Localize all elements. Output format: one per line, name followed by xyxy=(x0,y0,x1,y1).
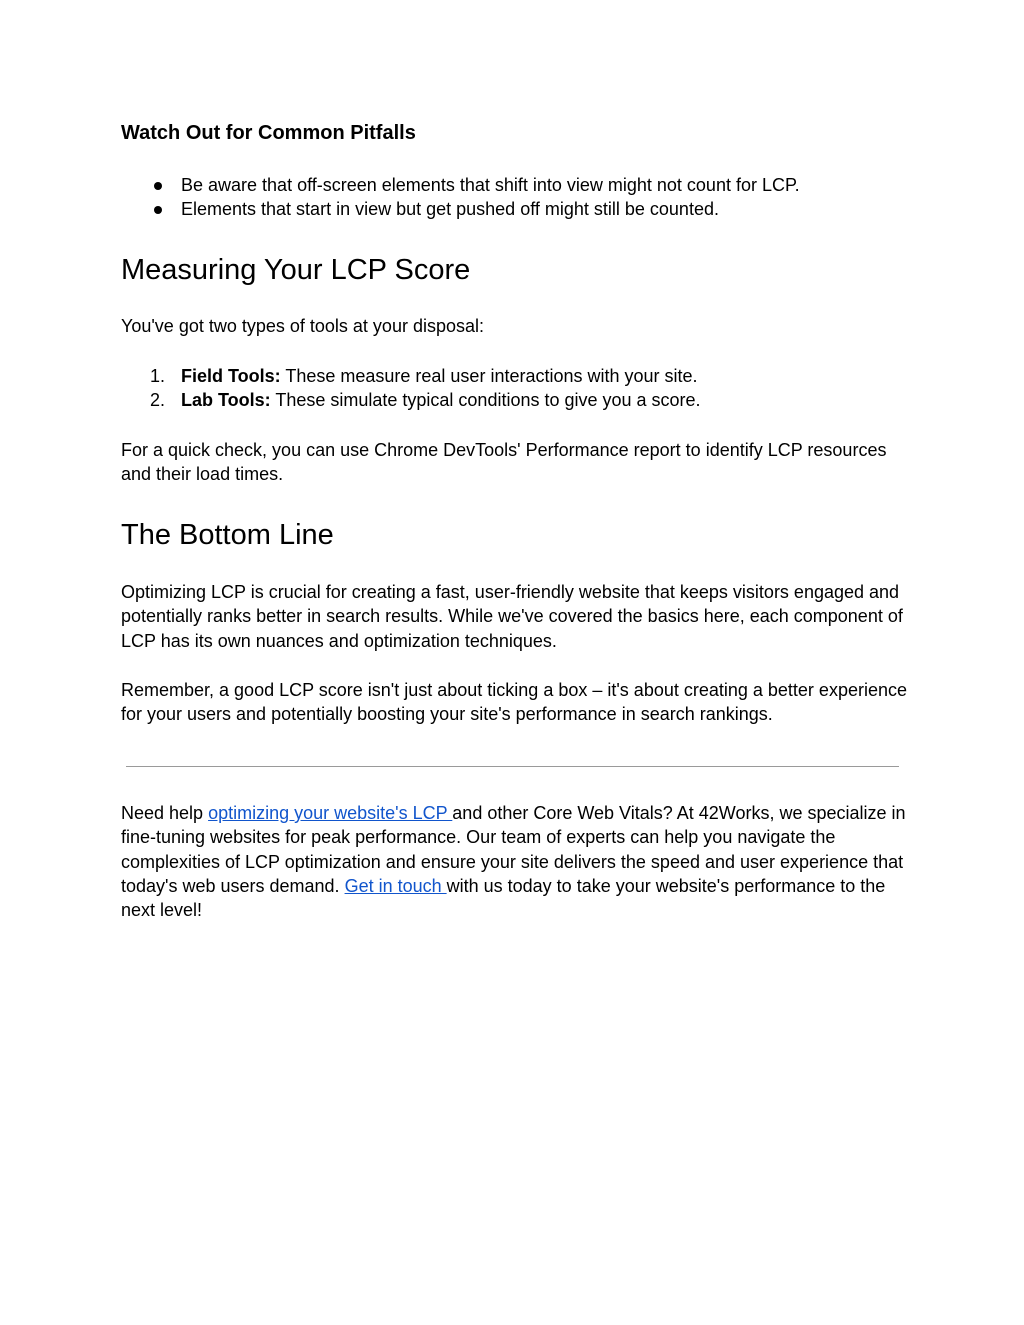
bullet-icon xyxy=(154,182,162,190)
list-item xyxy=(121,388,911,412)
list-item-text: Elements that start in view but get pushed off might still be counted. xyxy=(181,199,719,220)
optimizing-lcp-link[interactable]: optimizing your website's LCP xyxy=(208,803,453,823)
measuring-heading: Measuring Your LCP Score xyxy=(121,254,471,286)
cta-text-2: and other Core Web Vitals? At 42Works, we specialize in fine-tuning websites for peak performance. Our team of experts can help you navigate the complexities of LCP optimization and ensure your site delivers the speed and user experience that today's web users demand. xyxy=(121,803,911,896)
cta-paragraph xyxy=(121,801,911,922)
cta-text-3: with us today to take your website's performance to the next level! xyxy=(121,875,891,921)
list-item-text: These simulate typical conditions to give you a score. xyxy=(270,390,701,411)
list-item-text: Be aware that off-screen elements that shift into view might not count for LCP. xyxy=(181,175,800,195)
get-in-touch-link[interactable]: Get in touch xyxy=(344,875,447,896)
bullet-icon xyxy=(154,206,162,214)
list-item-text: These measure real user interactions with your site. xyxy=(280,366,698,386)
pitfalls-list xyxy=(121,173,911,222)
measuring-note: For a quick check, you can use Chrome DevTools' Performance report to identify LCP resources and their load times. xyxy=(121,440,887,485)
list-item xyxy=(121,364,911,388)
tools-list xyxy=(121,364,911,413)
list-number: 1. xyxy=(150,366,166,386)
bottom-line-paragraph-1: Optimizing LCP is crucial for creating a fast, user-friendly website that keeps visitors engaged and potentially ranks better in search results. While we've covered the basics here, each component of LCP has its own nuances and optimization techniques. xyxy=(121,582,903,651)
cta-text-1: Need help xyxy=(121,803,209,823)
bottom-line-heading: The Bottom Line xyxy=(121,519,334,551)
horizontal-divider xyxy=(126,766,899,767)
list-item xyxy=(121,197,911,221)
pitfalls-heading: Watch Out for Common Pitfalls xyxy=(121,122,416,144)
list-item xyxy=(121,173,911,197)
list-item-term: Lab Tools: xyxy=(181,390,271,411)
list-item-term: Field Tools: xyxy=(181,366,281,386)
measuring-intro: You've got two types of tools at your disposal: xyxy=(121,316,484,336)
list-number: 2. xyxy=(150,390,166,411)
bottom-line-paragraph-2: Remember, a good LCP score isn't just about ticking a box – it's about creating a better experience for your users and potentially boosting your site's performance in search rankings. xyxy=(121,680,907,725)
